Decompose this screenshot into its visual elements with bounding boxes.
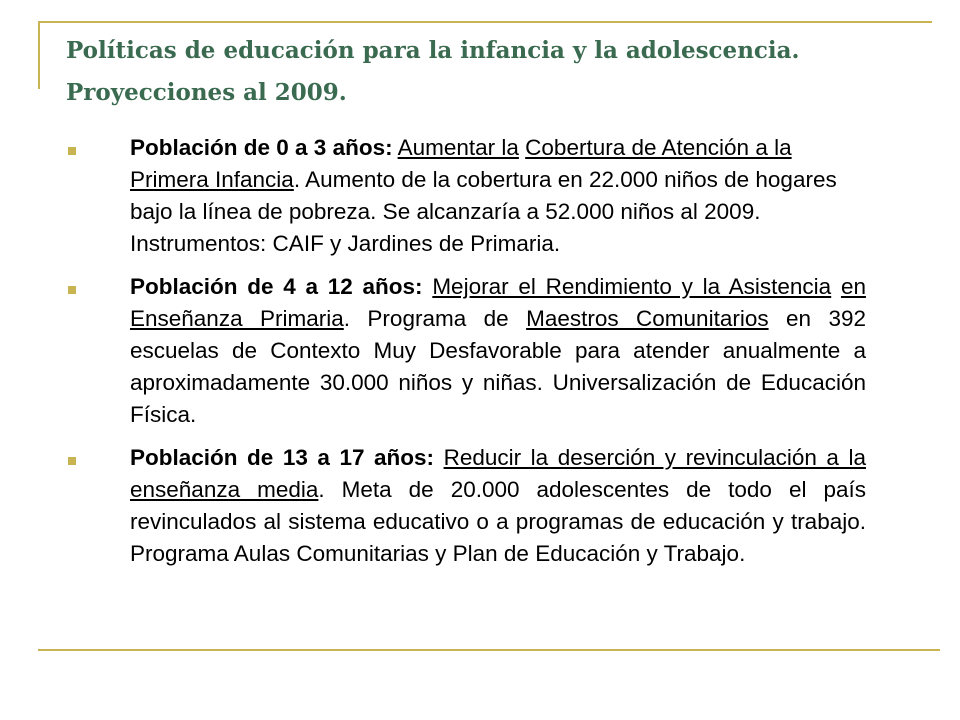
square-bullet-icon <box>68 147 76 155</box>
bullet-lead: Población de 4 a 12 años: <box>130 274 423 299</box>
bullet-list <box>66 132 866 581</box>
bottom-divider <box>38 649 940 651</box>
bullet-text: . Aumento de la cobertura en 22.000 niños de hogares bajo la línea de pobreza. Se alcanzaría a 52.000 niños al 2009. Instrumentos: CAIF y Jardines de Primaria. <box>130 167 837 256</box>
bullet-text: . Meta de 20.000 adolescentes de todo el país revinculados al sistema educativo o a programas de educación y trabajo. Programa Aulas Comunitarias y Plan de Educación y Trabajo. <box>130 477 866 566</box>
bullet-item-0-3 <box>66 132 866 260</box>
bullet-text: . Programa de <box>343 306 509 331</box>
square-bullet-icon <box>68 457 76 465</box>
underlined-phrase: Aumentar la <box>397 135 519 160</box>
bullet-lead: Población de 0 a 3 años: <box>130 135 393 160</box>
bullet-text: en 392 escuelas de Contexto Muy Desfavorable para atender anualmente a aproximadamente 30.000 niños y niñas. Universalización de Educación Física. <box>130 306 866 427</box>
left-divider <box>38 21 40 89</box>
bullet-item-13-17 <box>66 442 866 570</box>
bullet-item-4-12 <box>66 271 866 431</box>
bullet-lead: Población de 13 a 17 años: <box>130 445 435 470</box>
underlined-phrase: en Enseñanza Primaria <box>130 274 866 331</box>
title-line-2: Proyecciones al 2009. <box>66 79 347 106</box>
square-bullet-icon <box>68 286 76 294</box>
underlined-phrase: Maestros Comunitarios <box>526 306 769 331</box>
underlined-phrase: Reducir la deserción y revinculación a la enseñanza media <box>130 445 866 502</box>
underlined-phrase: Cobertura de Atención a la Primera Infancia <box>130 135 792 192</box>
title-line-1: Políticas de educación para la infancia y la adolescencia. <box>66 37 800 64</box>
top-divider <box>38 21 932 23</box>
slide-title <box>66 30 926 114</box>
underlined-phrase: Mejorar el Rendimiento y la Asistencia <box>432 274 832 299</box>
